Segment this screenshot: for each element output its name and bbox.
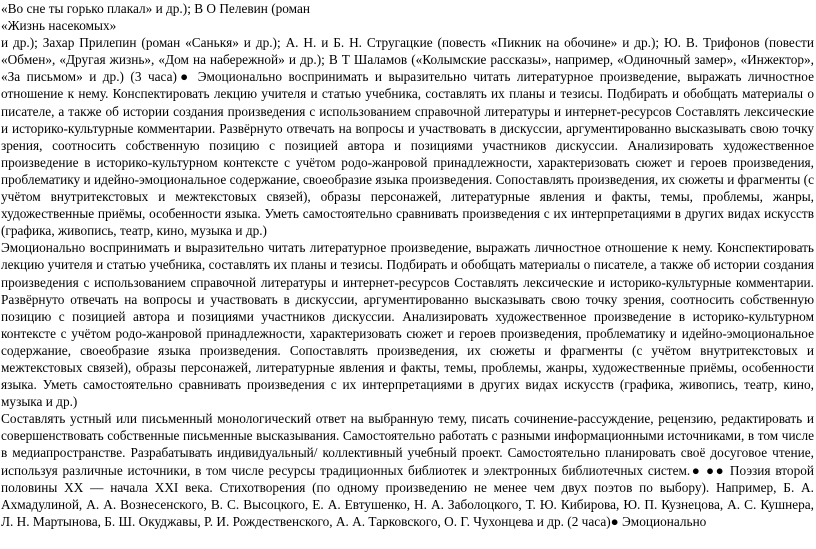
paragraph-1: и др.); Захар Прилепин (роман «Санькя» и др.); А. Н. и Б. Н. Стругацкие (повесть «Пикник на обочине» и др.); Ю. В. Трифонов (повести «Обмен», «Другая жизнь», «Дом на набережной» и др.); В Т Шаламов («Колымские рассказы», например, «Одиночный замер», «Инжектор», «За письмом» и др.) (3 часа)● Эмоционально воспринимать и выразительно читать литературное произведение, выражать личностное отношение к нему. Конспектировать лекцию учителя и статью учебника, составлять их планы и тезисы. Подбирать и обобщать материалы о писателе, а также об истории создания произведения с использованием справочной литературы и интернет-ресурсов Составлять лексические и историко-культурные комментарии. Развёрнуто отвечать на вопросы и участвовать в дискуссии, аргументированно высказывать свою точку зрения, соотносить собственную позицию с позицией автора и позициями участников дискуссии. Анализировать художественное произведение в историко-культурном контексте с учётом родо-жанровой принадлежности, характеризовать сюжет и героев произведения, проблематику и идейно-эмоциональное содержание, своеобразие языка произведения. Сопоставлять произведения, их сюжеты и фрагменты (с учётом внутритекстовых и межтекстовых связей), образы персонажей, литературные явления и факты, темы, проблемы, жанры, художественные приёмы, особенности языка. Уметь самостоятельно сравнивать произведения с их интерпретациями в других видах искусств (графика, живопись, театр, кино, музыка и др.) [1,35,814,239]
paragraph-3: Составлять устный или письменный монологический ответ на выбранную тему, писать сочинение-рассуждение, рецензию, редактировать и совершенствовать собственные письменные высказывания. Самостоятельно работать с разными информационными источниками, в том числе в медиапространстве. Разрабатывать индивидуальный/ коллективный учебный проект. Самостоятельно планировать своё досуговое чтение, используя различные источники, в том числе ресурсы традиционных библиотек и электронных библиотечных систем.● ●● Поэзия второй половины XX — начала XXI века. Стихотворения (по одному произведению не менее чем двух поэтов по выбору). Например, Б. А. Ахмадулиной, А. А. Вознесенского, В. С. Высоцкого, Е. А. Евтушенко, Н. А. Заболоцкого, Т. Ю. Кибирова, Ю. П. Кузнецова, А. С. Кушнера, Л. Н. Мартынова, Б. Ш. Окуджавы, Р. И. Рождественского, А. А. Тарковского, О. Г. Чухонцева и др. (2 часа)● Эмоционально [1,411,814,529]
header-line-1: «Во сне ты горько плакал» и др.); В О Пелевин (роман [1,1,311,16]
paragraph-2: Эмоционально воспринимать и выразительно читать литературное произведение, выражать личностное отношение к нему. Конспектировать лекцию учителя и статью учебника, составлять их планы и тезисы. Подбирать и обобщать материалы о писателе, а также об истории создания произведения с использованием справочной литературы и интернет-ресурсов Составлять лексические и историко-культурные комментарии. Развёрнуто отвечать на вопросы и участвовать в дискуссии, аргументированно высказывать свою точку зрения, соотносить собственную позицию с позицией автора и позициями участников дискуссии. Анализировать художественное произведение в историко-культурном контексте с учётом родо-жанровой принадлежности, характеризовать сюжет и героев произведения, проблематику и идейно-эмоциональное содержание, своеобразие языка произведения. Сопоставлять произведения, их сюжеты и фрагменты (с учётом внутритекстовых и межтекстовых связей), образы персонажей, литературные явления и факты, темы, проблемы, жанры, художественные приёмы, особенности языка. Уметь самостоятельно сравнивать произведения с их интерпретациями в других видах искусств (графика, живопись, театр, кино, музыка и др.) [1,240,814,410]
header-line-2: «Жизнь насекомых» [1,18,117,34]
